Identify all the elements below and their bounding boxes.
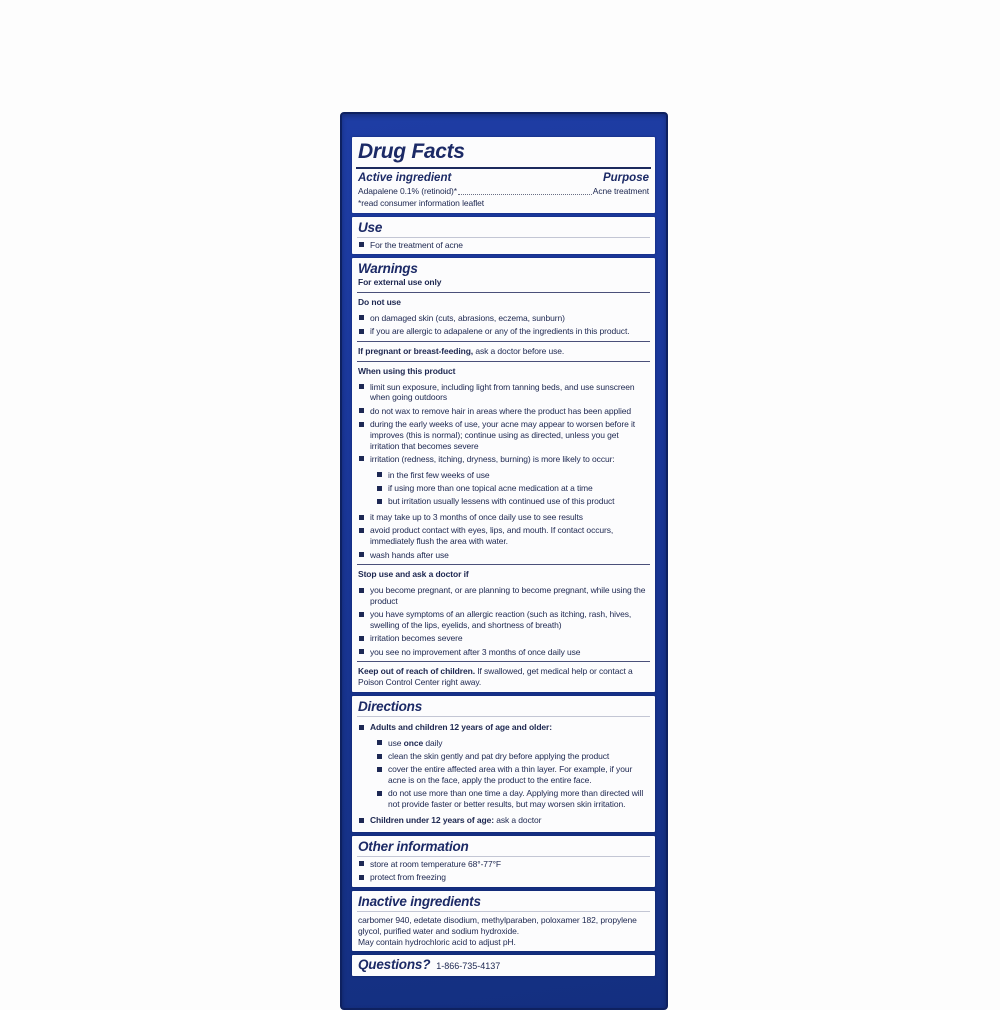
list-item-text: but irritation usually lessens with continued use of this product bbox=[388, 496, 615, 507]
bullet-square-icon bbox=[359, 725, 364, 730]
list-item bbox=[358, 454, 650, 465]
list-item-text: wash hands after use bbox=[370, 549, 449, 560]
sub-list-item bbox=[376, 496, 650, 507]
list-item-text: clean the skin gently and pat dry before applying the product bbox=[388, 751, 610, 762]
list-item-text: limit sun exposure, including light from tanning beds, and use sunscreen when going outdoors bbox=[370, 381, 635, 403]
list-item bbox=[358, 512, 650, 523]
list-item-text: you see no improvement after 3 months of once daily use bbox=[370, 646, 581, 657]
external-use-line: For external use only bbox=[358, 277, 442, 288]
bullet-square-icon bbox=[377, 791, 382, 796]
list-item-text: For the treatment of acne bbox=[370, 239, 463, 250]
bullet-square-icon bbox=[359, 456, 364, 461]
section-use bbox=[352, 217, 655, 255]
bullet-square-icon bbox=[359, 384, 364, 389]
warnings-rule bbox=[357, 361, 650, 362]
questions-row bbox=[356, 957, 651, 972]
list-item-text: you become pregnant, or are planning to become pregnant, while using the product bbox=[370, 585, 646, 606]
bullet-square-icon bbox=[359, 315, 364, 320]
list-item bbox=[358, 633, 650, 644]
list-item-text bbox=[388, 738, 650, 749]
bullet-square-icon bbox=[359, 818, 364, 823]
list-item bbox=[358, 313, 650, 324]
list-item-text: protect from freezing bbox=[370, 872, 446, 883]
other-information-heading-rule bbox=[357, 856, 650, 857]
list-item-text: do not use more than one time a day. Applying more than directed will not provide faster or better results, but may worsen skin irritation. bbox=[388, 788, 644, 810]
list-item bbox=[358, 406, 650, 417]
bullet-square-icon bbox=[359, 861, 364, 866]
list-item bbox=[358, 326, 650, 337]
warnings-rule bbox=[357, 341, 650, 342]
drug-facts-panel bbox=[340, 112, 668, 1010]
pregnant-line bbox=[356, 344, 651, 357]
section-questions bbox=[352, 955, 655, 976]
list-item-text: in the first few weeks of use bbox=[388, 469, 490, 480]
bullet-square-icon bbox=[359, 329, 364, 334]
use-once-pre: use bbox=[388, 737, 404, 748]
questions-phone-number: 1-866-735-4137 bbox=[436, 961, 501, 972]
warnings-rule bbox=[357, 292, 650, 293]
list-item-text: you have symptoms of an allergic reaction (such as itching, rash, hives, swelling of the lips, eyelids, and shortness of breath) bbox=[370, 609, 632, 631]
section-directions bbox=[352, 696, 655, 832]
drug-facts-title: Drug Facts bbox=[358, 140, 465, 163]
bullet-square-icon bbox=[359, 649, 364, 654]
bullet-square-icon bbox=[377, 740, 382, 745]
list-item bbox=[358, 585, 650, 607]
bullet-square-icon bbox=[377, 472, 382, 477]
other-information-heading: Other information bbox=[358, 838, 469, 854]
ingredient-name: Adapalene 0.1% (retinoid)* bbox=[358, 186, 457, 196]
purpose-value: Acne treatment bbox=[592, 186, 649, 196]
bullet-square-icon bbox=[359, 242, 364, 247]
when-using-heading: When using this product bbox=[358, 365, 456, 376]
list-item bbox=[358, 240, 650, 251]
pregnant-rest: ask a doctor before use. bbox=[473, 346, 565, 357]
bullet-square-icon bbox=[359, 636, 364, 641]
list-item-text bbox=[370, 815, 650, 826]
keep-out-line bbox=[356, 664, 651, 688]
warnings-rule bbox=[357, 661, 650, 662]
list-item bbox=[358, 419, 650, 451]
ingredient-footnote: *read consumer information leaflet bbox=[358, 197, 485, 208]
use-once-post: daily bbox=[423, 737, 443, 748]
list-item-text: do not wax to remove hair in areas where the product has been applied bbox=[370, 405, 632, 416]
list-item-text: during the early weeks of use, your acne may appear to worsen before it improves (this is normal); continue using as directed, unless you get irritation that becomes severe bbox=[370, 419, 636, 451]
sub-list-item bbox=[376, 764, 650, 786]
sub-list-item bbox=[376, 483, 650, 494]
children-rest: ask a doctor bbox=[493, 815, 542, 826]
bullet-square-icon bbox=[359, 612, 364, 617]
list-item bbox=[358, 722, 650, 733]
pregnant-bold: If pregnant or breast-feeding, bbox=[358, 346, 474, 357]
inactive-ingredients-text: carbomer 940, edetate disodium, methylparaben, poloxamer 182, propylene glycol, purified water and sodium hydroxide. bbox=[358, 914, 637, 936]
warnings-rule bbox=[357, 564, 650, 565]
list-item-text: cover the entire affected area with a thin layer. For example, if your acne is on the face, apply the product to the entire face. bbox=[388, 764, 633, 786]
list-item-text: avoid product contact with eyes, lips, and mouth. If contact occurs, immediately flush the area with water. bbox=[370, 525, 614, 547]
list-item bbox=[358, 647, 650, 658]
list-item-text: if using more than one topical acne medication at a time bbox=[388, 483, 593, 494]
use-once-bold: once bbox=[403, 737, 424, 748]
bullet-square-icon bbox=[359, 422, 364, 427]
list-item bbox=[358, 550, 650, 561]
sub-list-item bbox=[376, 788, 650, 810]
bullet-square-icon bbox=[359, 875, 364, 880]
inactive-ingredients-heading-rule bbox=[357, 911, 650, 912]
section-warnings bbox=[352, 258, 655, 692]
list-item-text: irritation (redness, itching, dryness, burning) is more likely to occur: bbox=[370, 453, 615, 464]
inactive-ingredients-note: May contain hydrochloric acid to adjust pH. bbox=[358, 936, 516, 947]
bullet-square-icon bbox=[359, 408, 364, 413]
purpose-heading: Purpose bbox=[602, 172, 649, 184]
bullet-square-icon bbox=[359, 515, 364, 520]
list-item bbox=[358, 525, 650, 547]
list-item bbox=[358, 815, 650, 826]
list-item-text: on damaged skin (cuts, abrasions, eczema, sunburn) bbox=[370, 312, 565, 323]
section-other-information bbox=[352, 836, 655, 887]
bullet-square-icon bbox=[359, 528, 364, 533]
use-heading: Use bbox=[358, 219, 383, 235]
sub-list-item bbox=[376, 470, 650, 481]
bullet-square-icon bbox=[359, 552, 364, 557]
use-heading-rule bbox=[357, 237, 650, 238]
active-ingredient-heading: Active ingredient bbox=[358, 172, 452, 184]
list-item-text: store at room temperature 68°-77°F bbox=[370, 858, 501, 869]
children-bold: Children under 12 years of age: bbox=[370, 815, 494, 826]
list-item bbox=[358, 859, 650, 870]
stop-use-heading: Stop use and ask a doctor if bbox=[358, 569, 469, 580]
sub-list-item bbox=[376, 738, 650, 749]
keep-out-rest: If swallowed, get medical help or contact a Poison Control Center right away. bbox=[358, 666, 633, 688]
questions-heading: Questions? bbox=[358, 957, 431, 973]
bullet-square-icon bbox=[377, 499, 382, 504]
do-not-use-heading: Do not use bbox=[358, 297, 401, 308]
list-item bbox=[358, 382, 650, 404]
directions-heading-rule bbox=[357, 716, 650, 717]
list-item bbox=[358, 609, 650, 631]
keep-out-bold: Keep out of reach of children. bbox=[358, 666, 475, 677]
bullet-square-icon bbox=[377, 486, 382, 491]
section-active-ingredient bbox=[352, 137, 655, 213]
section-inactive-ingredients bbox=[352, 891, 655, 951]
active-purpose-header-row bbox=[356, 170, 651, 185]
title-rule bbox=[356, 167, 651, 169]
list-item-text: irritation becomes severe bbox=[370, 633, 463, 644]
adults-heading-text: Adults and children 12 years of age and older: bbox=[370, 722, 552, 732]
ingredient-row bbox=[356, 185, 651, 197]
list-item-text: if you are allergic to adapalene or any of the ingredients in this product. bbox=[370, 326, 630, 337]
dotted-leader bbox=[458, 194, 592, 195]
list-item bbox=[358, 872, 650, 883]
sub-list-item bbox=[376, 751, 650, 762]
inactive-ingredients-heading: Inactive ingredients bbox=[358, 893, 481, 909]
bullet-square-icon bbox=[377, 767, 382, 772]
list-item-text: it may take up to 3 months of once daily use to see results bbox=[370, 512, 583, 523]
directions-heading: Directions bbox=[358, 699, 423, 714]
bullet-square-icon bbox=[377, 754, 382, 759]
bullet-square-icon bbox=[359, 588, 364, 593]
warnings-heading: Warnings bbox=[358, 261, 418, 277]
